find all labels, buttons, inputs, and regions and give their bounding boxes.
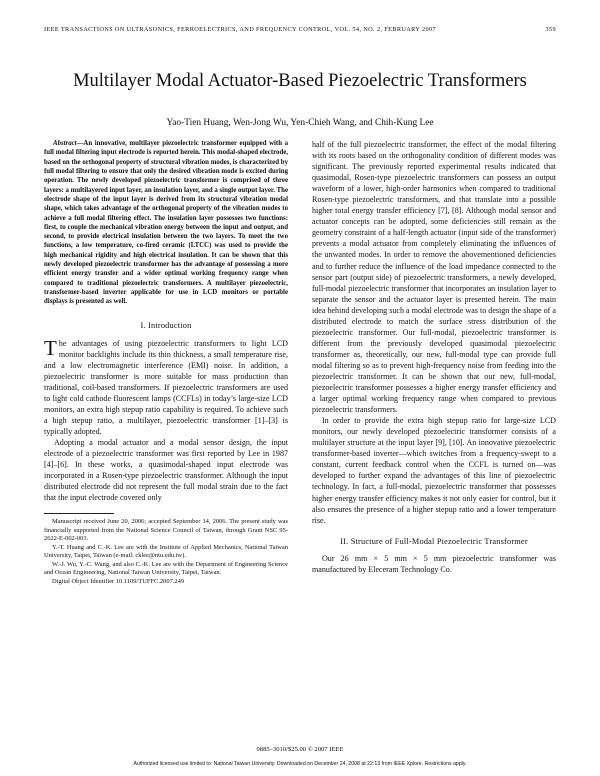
right-column	[312, 139, 556, 575]
footnotes	[44, 518, 288, 586]
footnote-affiliation-2: W.-J. Wu, Y.-C. Wang, and also C.-K. Lee are with the Department of Engineering Science and Ocean Engineering, National Taiwan University, Taipei, Taiwan.	[44, 560, 288, 577]
intro-paragraph-1-text: he advantages of using piezoelectric transformers to light LCD monitor backlights include its thin thickness, a small temperature rise, and a low electromagnetic interference (EMI) noise. In addition, a piezoelectric transformer is more suitable for mass production than traditional, coil-based transformers. If piezoelectric transformers are used to light cold cathode fluorescent lamps (CCFLs) in today’s large-size LCD monitors, an extra high stepup ratio capability is required. To achieve such a high stepup ratio, a multilayer, piezoelectric transformer [1]–[3] is typically adopted.	[44, 338, 288, 437]
section-heading-structure: II. Structure of Full-Modal Piezoelectric Transformer	[340, 536, 528, 546]
footnote-divider	[44, 513, 114, 514]
intro-paragraph-3: half of the full piezoelectric transformer, the effect of the modal filtering with its roots based on the orthogonality condition of different modes was significant. The previously reported experimental results indicated that quasimodal, Rosen-type piezoelectric transformers can possess an output waveform of a lower, high-order harmonics when compared to traditional Rosen-type piezoelectric transformers, and that translate into a possible higher total energy transfer efficiency [7], [8]. Although modal sensor and actuator concepts can be adopted, some deficiencies still remain as the geometry constraint of a half-length actuator (input side of the transformer) prevents a modal actuator from completely eliminating the influences of the unwanted modes. In order to remove the abovementioned deficiencies and to further reduce the influence of the load impedance connected to the sensor part (output side) of piezoelectric transformers, a newly developed, full-modal piezoelectric transformer that incorporates an insulation layer to separate the sensor and the actuator layer is presented herein. The main idea behind developing such a modal electrode was to design the shape of a distributed electrode to match the surface stress distribution of the piezoelectric transformer. Our full-modal, piezoelectric transformer is different from the previously developed quasimodal piezoelectric transformer as, theoretically, our new, full-modal type can provide full modal filtering so as to prevent high-frequency noise from feeding into the piezoelectric transformer. It can be shown that our new, full-modal, piezoelectric transformer possesses a higher energy transfer efficiency and a larger optimal working frequency range when compared to previous piezoelectric transformers.	[312, 140, 556, 415]
intro-paragraph-1	[44, 335, 288, 437]
abstract-text: —An innovative, multilayer piezoelectric transformer equipped with a full modal filtering input electrode is reported herein. This modal-shaped electrode, based on the orthogonal property of structural vibration modes, is characterized by full modal filtering to ensure that only the desired vibration mode is excited during operation. The newly developed piezoelectric transformer is comprised of three layers: a multilayered input layer, an insulation layer, and a single output layer. The electrode shape of the input layer is derived from its structural vibration modal shape, which takes advantage of the orthogonal property of the vibration modes to achieve a full modal filtering effect. The insulation layer possesses two functions: first, to couple the mechanical vibration energy between the input and output, and second, to provide electrical insulation between the two layers. To meet the two functions, a low temperature, co-fired ceramic (LTCC) was used to provide the high mechanical rigidity and high electrical insulation. It can be shown that this newly developed piezoelectric transformer has the advantage of possessing a more efficient energy transfer and a wider optimal working frequency range when compared to traditional piezoelectric transformers. A multilayer piezoelectric, transformer-based inverter applicable for use in LCD monitors or portable displays is presented as well.	[44, 140, 288, 306]
abstract	[44, 139, 288, 307]
author-list: Yao-Tien Huang, Wen-Jong Wu, Yen-Chieh Wang, and Chih-Kung Lee	[166, 118, 434, 128]
structure-paragraph-1: Our 26 mm × 5 mm × 5 mm piezoelectric transformer was manufactured by Eleceram Technology Co.	[312, 553, 556, 574]
license-notice: Authorized licensed use limited to: National Taiwan University. Downloaded on December 24, 2008 at 22:13 from IEEE Xplore. Restrictions apply.	[133, 761, 467, 767]
journal-header: IEEE TRANSACTIONS ON ULTRASONICS, FERROELECTRICS, AND FREQUENCY CONTROL, VOL. 54, NO. 2, FEBRUARY 2007	[44, 26, 436, 33]
drop-cap: T	[44, 335, 57, 360]
running-head	[44, 26, 556, 33]
footnote-affiliation-1: Y.-T. Huang and C.-K. Lee are with the Institute of Applied Mechanics, National Taiwan University, Taipei, Taiwan (e-mail: cklee@ntu.edu.tw).	[44, 543, 288, 560]
intro-paragraph-4: In order to provide the extra high stepup ratio for large-size LCD monitors, our newly developed piezoelectric transformer consists of a multilayer structure at the input layer [9], [10]. An innovative piezoelectric transformer-based inverter—which switches from a frequency-swept to a constant, current feedback control when the CCFL is turned on—was developed to further expand the advantages of this line of piezoelectric technology. In fact, a full-modal, piezoelectric transformer that possesses higher energy transfer efficiency makes it not only easier for control, but it also ensures the presence of a higher stepup ratio and a lower temperature rise.	[312, 416, 556, 525]
footnote-manuscript: Manuscript received June 20, 2006; accepted September 14, 2006. The present study was financially supported from the National Science Council of Taiwan, through Grant NSC 95-2622-E-002-003.	[44, 518, 288, 543]
left-column	[44, 139, 288, 586]
paper-title: Multilayer Modal Actuator-Based Piezoelectric Transformers	[73, 71, 527, 91]
intro-paragraph-2: Adopting a modal actuator and a modal sensor design, the input electrode of a piezoelectric transformer was first reported by Lee in 1987 [4]–[6]. In these works, a quasimodal-shaped input electrode was incorporated in a Rosen-type piezoelectric transformer. Although the input distributed electrode did not represent the full modal strain due to the fact that the input electrode covered only	[44, 438, 288, 503]
footnote-doi: Digital Object Identifier 10.1109/TUFFC.2007.249	[52, 577, 185, 585]
copyright-line: 0885–3010/$25.00 © 2007 IEEE	[256, 746, 344, 753]
abstract-label: Abstract	[53, 140, 77, 147]
page-number: 359	[545, 26, 556, 33]
section-heading-introduction: I. Introduction	[140, 320, 192, 330]
